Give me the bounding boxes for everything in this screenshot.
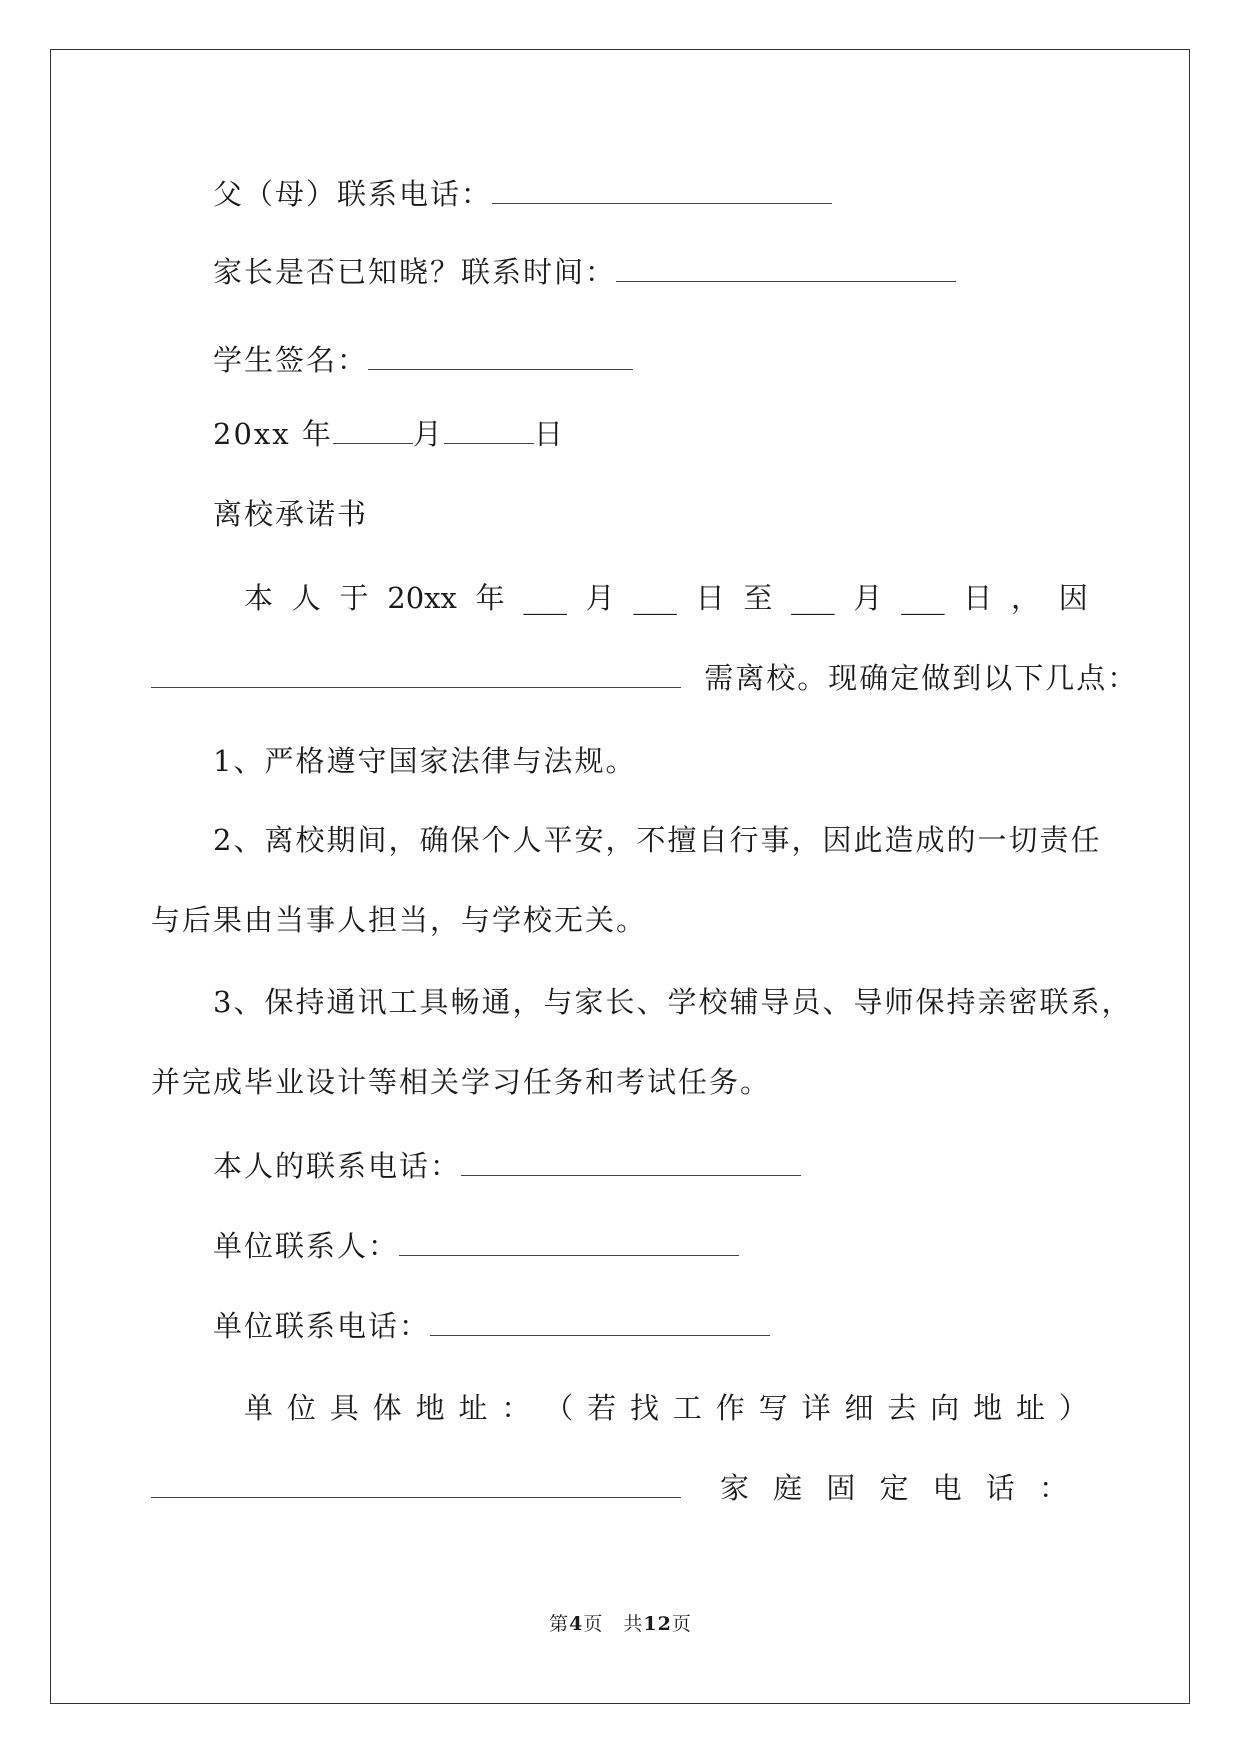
date-month-label: 月 [412, 417, 444, 451]
intro-token-10: ___ [791, 581, 835, 615]
intro-token-14: ， [1011, 581, 1041, 615]
contact-time-blank[interactable] [616, 257, 956, 282]
page-border [50, 49, 1190, 1704]
date-day-blank[interactable] [444, 419, 534, 444]
unit-address-label [244, 1388, 1088, 1428]
page-prefix: 第 [549, 1613, 570, 1635]
address-char-1: 位 [286, 1391, 316, 1425]
address-char-16: 向 [930, 1391, 960, 1425]
student-signature-line [213, 340, 633, 380]
commitment-intro-line1 [244, 578, 1088, 618]
home-phone-char-4: 电 [932, 1471, 962, 1505]
parent-informed-label: 家长是否已知晓？联系时间： [213, 255, 617, 289]
commitment-title: 离校承诺书 [213, 497, 369, 531]
address-char-3: 体 [372, 1391, 402, 1425]
home-phone-label [720, 1468, 1068, 1508]
home-phone-char-1: 庭 [773, 1471, 803, 1505]
address-char-9: 找 [630, 1391, 660, 1425]
intro-token-5: ___ [523, 581, 567, 615]
parent-informed-line [213, 252, 956, 292]
date-day-label: 日 [533, 417, 565, 451]
date-month-blank[interactable] [333, 419, 413, 444]
commitment-item-1: 1、严格遵守国家法律与法规。 [213, 744, 637, 778]
intro-token-6: 月 [585, 581, 615, 615]
self-phone-blank[interactable] [461, 1151, 801, 1176]
page-footer [0, 1612, 1241, 1636]
parent-phone-blank[interactable] [492, 179, 832, 204]
intro-token-15: 因 [1058, 581, 1088, 615]
address-char-15: 去 [887, 1391, 917, 1425]
unit-contact-line [213, 1226, 739, 1266]
home-phone-char-0: 家 [720, 1471, 750, 1505]
intro-token-7: ___ [633, 581, 677, 615]
unit-address-blank-line [151, 1468, 681, 1508]
commitment-intro-line2 [151, 658, 1138, 698]
unit-phone-line [213, 1306, 770, 1346]
address-char-2: 具 [329, 1391, 359, 1425]
commitment-item-3-line2: 并完成毕业设计等相关学习任务和考试任务。 [151, 1065, 772, 1099]
commitment-item-2-line2: 与后果由当事人担当，与学校无关。 [151, 903, 648, 937]
intro-token-13: 日 [963, 581, 993, 615]
intro-token-3: 20xx [387, 581, 457, 615]
unit-address-blank[interactable] [151, 1473, 681, 1498]
page-suffix: 页 [671, 1613, 692, 1635]
address-char-17: 地 [973, 1391, 1003, 1425]
page-current: 4 [569, 1613, 584, 1635]
page-mid: 页 共 [583, 1613, 644, 1635]
address-char-14: 细 [844, 1391, 874, 1425]
intro-token-9: 至 [743, 581, 773, 615]
address-char-12: 写 [758, 1391, 788, 1425]
address-char-8: 若 [587, 1391, 617, 1425]
address-char-6: ： [501, 1391, 531, 1425]
student-signature-label: 学生签名： [213, 343, 369, 377]
commitment-item-3-line1: 3、保持通讯工具畅通，与家长、学校辅导员、导师保持亲密联系， [213, 985, 1133, 1019]
self-phone-label: 本人的联系电话： [213, 1149, 462, 1183]
date-year: 20xx 年 [213, 417, 333, 451]
leave-reason-suffix: 需离校。现确定做到以下几点： [704, 661, 1139, 695]
address-char-7: （ [544, 1391, 574, 1425]
page-total: 12 [643, 1613, 672, 1635]
self-phone-line [213, 1146, 801, 1186]
intro-token-1: 人 [291, 581, 321, 615]
parent-phone-line [213, 174, 832, 214]
intro-token-4: 年 [475, 581, 505, 615]
address-char-0: 单 [244, 1391, 274, 1425]
intro-token-8: 日 [695, 581, 725, 615]
address-char-11: 作 [715, 1391, 745, 1425]
leave-reason-blank[interactable] [151, 663, 681, 688]
parent-phone-label: 父（母）联系电话： [213, 177, 493, 211]
intro-token-11: 月 [853, 581, 883, 615]
address-char-4: 地 [415, 1391, 445, 1425]
home-phone-char-6: ： [1038, 1471, 1068, 1505]
intro-token-12: ___ [901, 581, 945, 615]
home-phone-char-2: 固 [826, 1471, 856, 1505]
unit-contact-blank[interactable] [399, 1231, 739, 1256]
home-phone-char-3: 定 [879, 1471, 909, 1505]
intro-token-2: 于 [339, 581, 369, 615]
home-phone-char-5: 话 [985, 1471, 1015, 1505]
student-signature-blank[interactable] [368, 345, 633, 370]
address-char-19: ） [1058, 1391, 1088, 1425]
address-char-13: 详 [801, 1391, 831, 1425]
address-char-10: 工 [672, 1391, 702, 1425]
unit-phone-label: 单位联系电话： [213, 1309, 431, 1343]
address-char-5: 址 [458, 1391, 488, 1425]
address-char-18: 址 [1016, 1391, 1046, 1425]
unit-phone-blank[interactable] [430, 1311, 770, 1336]
commitment-item-2-line1: 2、离校期间，确保个人平安，不擅自行事，因此造成的一切责任 [213, 823, 1102, 857]
unit-contact-label: 单位联系人： [213, 1229, 400, 1263]
date-line [213, 414, 565, 454]
intro-token-0: 本 [244, 581, 274, 615]
